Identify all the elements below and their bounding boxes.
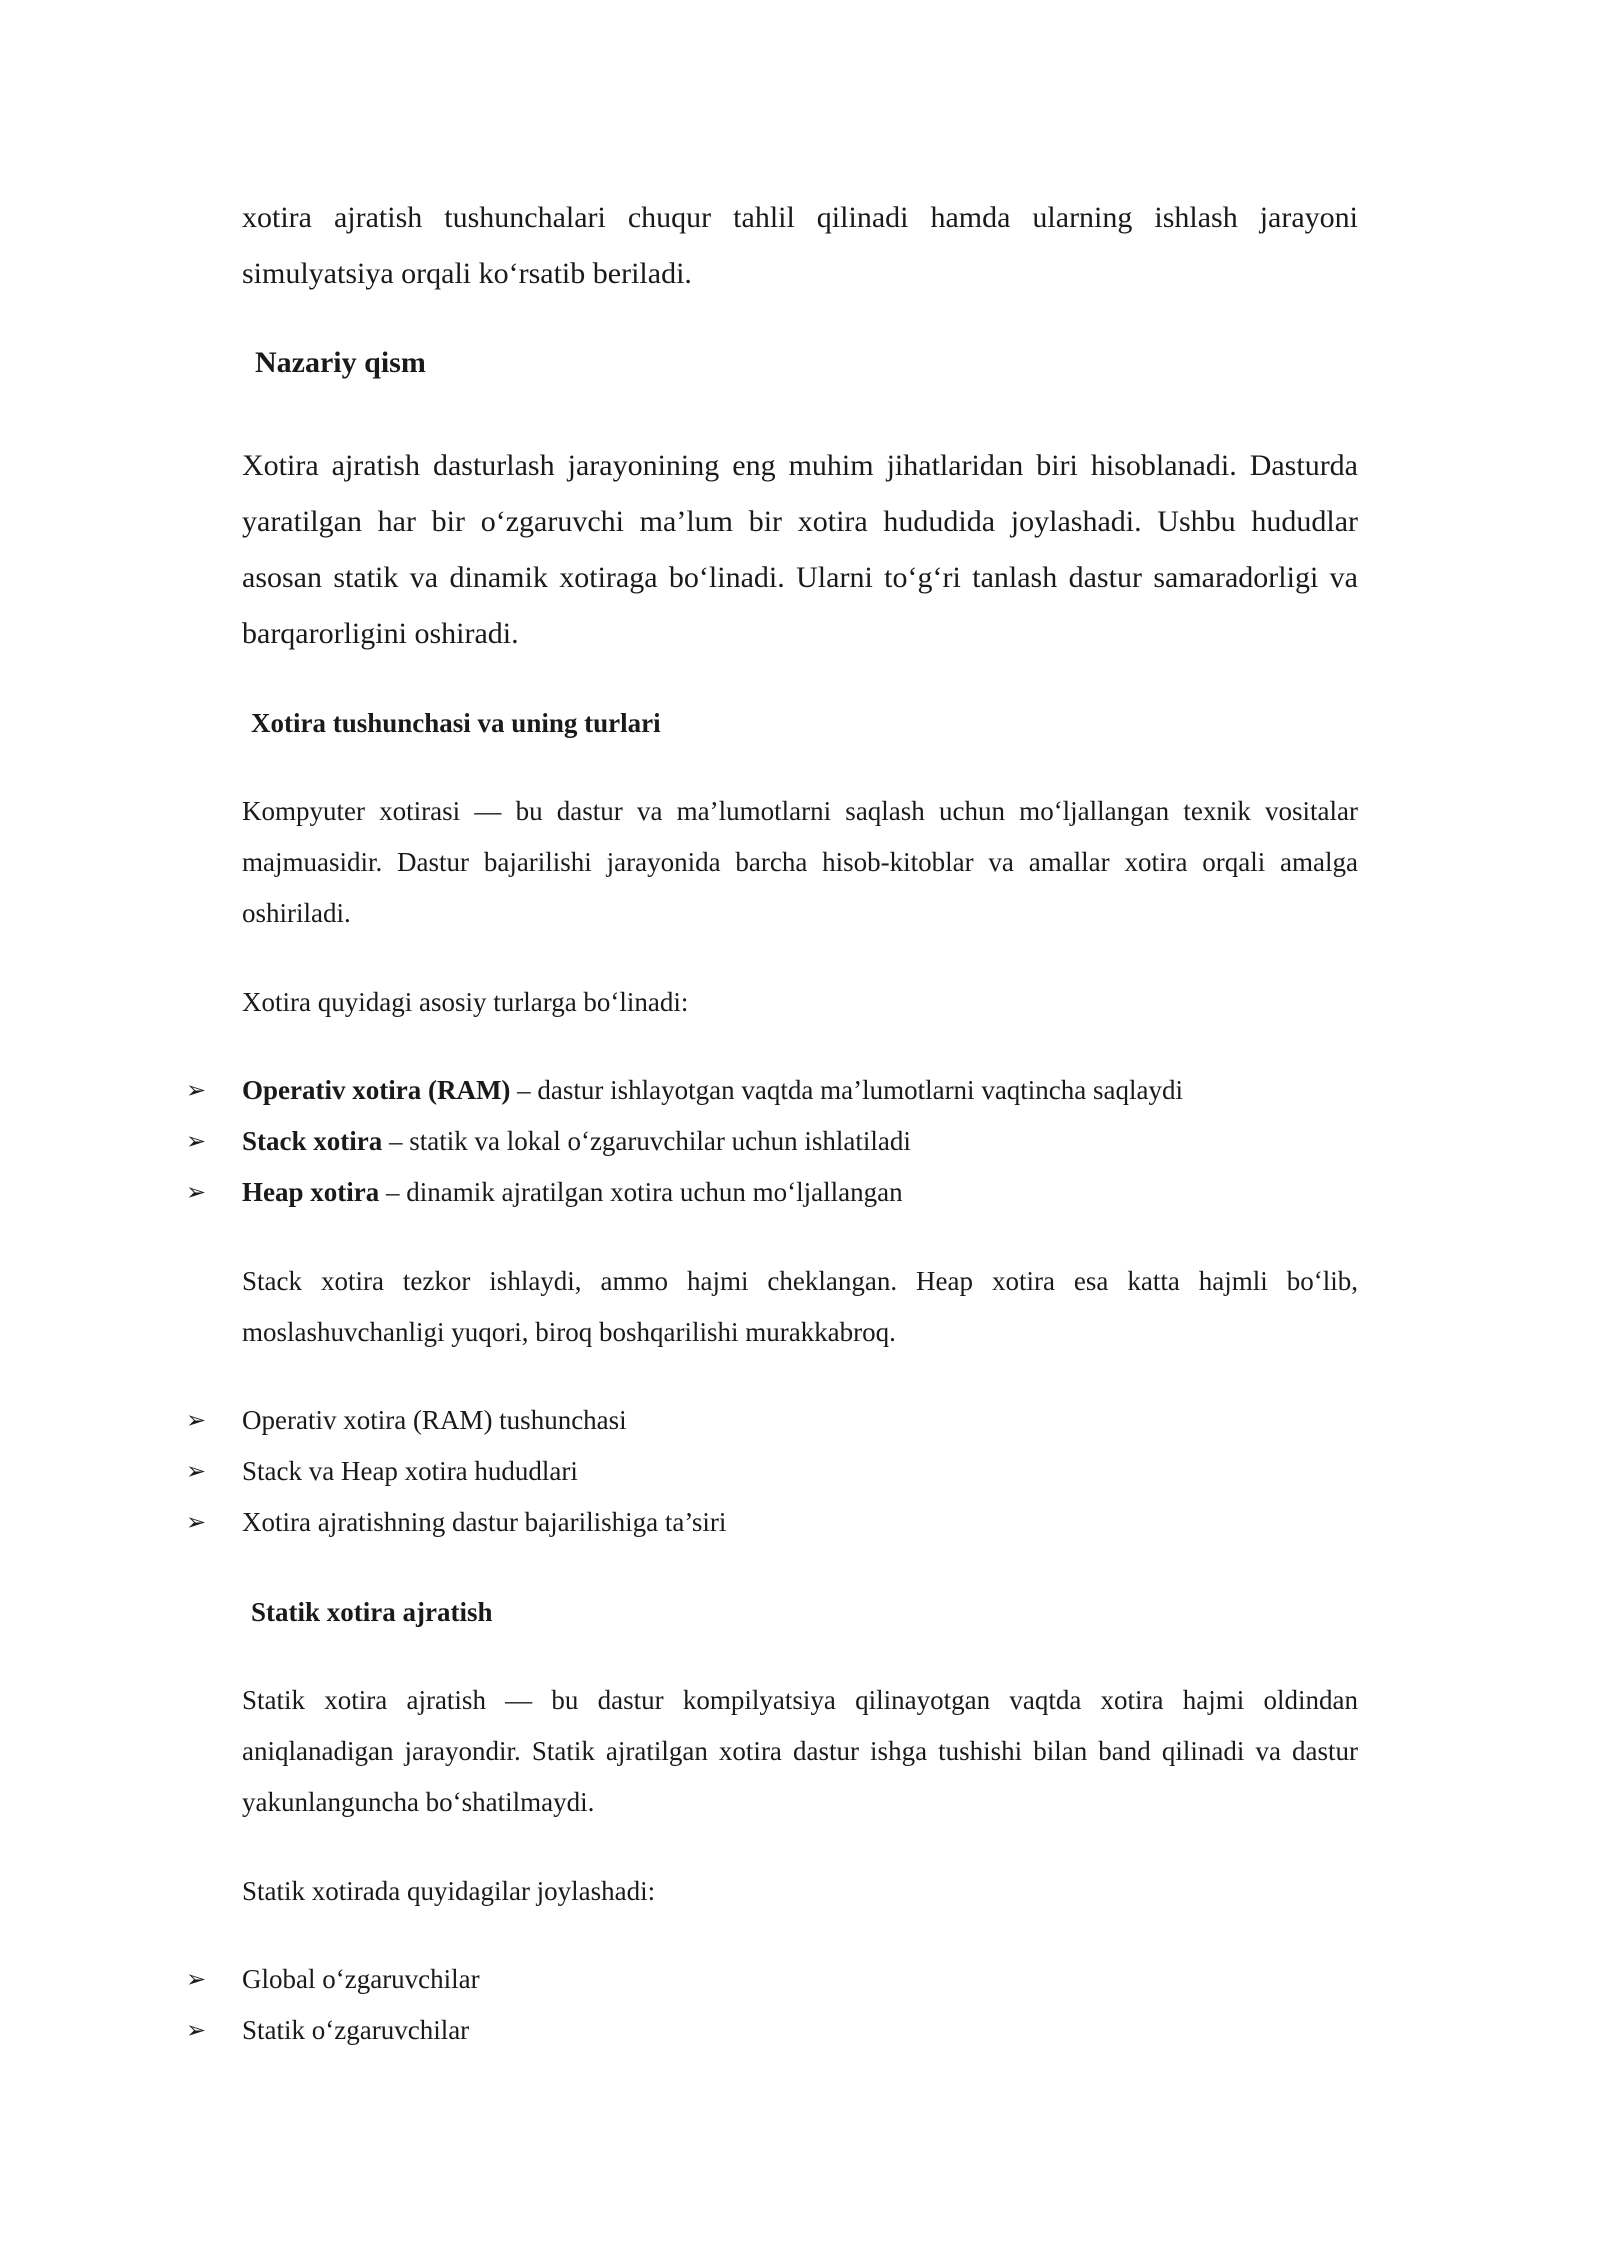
heading-nazariy-qism: Nazariy qism	[255, 346, 426, 379]
list-item-text: Operativ xotira (RAM) tushunchasi	[242, 1405, 627, 1435]
list-item-term: Operativ xotira (RAM)	[242, 1075, 511, 1105]
arrowhead-bullet-icon: ➢	[186, 1406, 207, 1434]
list-item-term: Stack xotira	[242, 1126, 383, 1156]
arrowhead-bullet-icon: ➢	[186, 1178, 207, 1206]
list-item	[0, 1497, 1400, 1548]
list-item	[0, 1395, 1400, 1446]
topics-list	[0, 1395, 1400, 1548]
static-memory-intro: Statik xotirada quyidagilar joylashadi:	[242, 1876, 656, 1906]
list-item	[0, 2005, 1400, 2056]
memory-definition-paragraph: Kompyuter xotirasi — bu dastur va ma’lumotlarni saqlash uchun mo‘ljallangan texnik vositalar majmuasidir. Dastur bajarilishi jarayonida barcha hisob-kitoblar va amallar xotira orqali amalga oshiriladi.	[242, 796, 1358, 928]
list-item	[0, 1446, 1400, 1497]
list-item-desc: – dastur ishlayotgan vaqtda ma’lumotlarni vaqtincha saqlaydi	[510, 1075, 1183, 1105]
arrowhead-bullet-icon: ➢	[186, 1457, 207, 1485]
arrowhead-bullet-icon: ➢	[186, 1508, 207, 1536]
memory-types-intro: Xotira quyidagi asosiy turlarga bo‘linadi:	[242, 987, 689, 1017]
list-item-text: Stack va Heap xotira hududlari	[242, 1456, 578, 1486]
memory-types-list	[0, 1065, 1400, 1218]
list-item-desc: – statik va lokal o‘zgaruvchilar uchun ishlatiladi	[382, 1126, 911, 1156]
static-items-list	[0, 1954, 1400, 2056]
heading-memory-types: Xotira tushunchasi va uning turlari	[251, 708, 661, 738]
static-allocation-paragraph: Statik xotira ajratish — bu dastur kompilyatsiya qilinayotgan vaqtda xotira hajmi oldindan aniqlanadigan jarayondir. Statik ajratilgan xotira dastur ishga tushishi bilan band qilinadi va dastur yakunlanguncha bo‘shatilmaydi.	[242, 1685, 1358, 1817]
arrowhead-bullet-icon: ➢	[186, 1076, 207, 1104]
arrowhead-bullet-icon: ➢	[186, 2016, 207, 2044]
list-item-term: Heap xotira	[242, 1177, 380, 1207]
heading-static-allocation: Statik xotira ajratish	[251, 1597, 493, 1627]
list-item	[0, 1116, 1400, 1167]
list-item-text: Xotira ajratishning dastur bajarilishiga ta’siri	[242, 1507, 727, 1537]
list-item	[0, 1167, 1400, 1218]
list-item-text: Statik o‘zgaruvchilar	[242, 2015, 470, 2045]
list-item	[0, 1065, 1400, 1116]
theory-paragraph: Xotira ajratish dasturlash jarayonining eng muhim jihatlaridan biri hisoblanadi. Dasturda yaratilgan har bir o‘zgaruvchi ma’lum bir xotira hududida joylashadi. Ushbu hududlar asosan statik va dinamik xotiraga bo‘linadi. Ularni to‘g‘ri tanlash dastur samaradorligi va barqarorligini oshiradi.	[242, 449, 1358, 650]
list-item	[0, 1954, 1400, 2005]
stack-heap-paragraph: Stack xotira tezkor ishlaydi, ammo hajmi cheklangan. Heap xotira esa katta hajmli bo‘lib, moslashuvchanligi yuqori, biroq boshqarilishi murakkabroq.	[242, 1266, 1358, 1347]
arrowhead-bullet-icon: ➢	[186, 1127, 207, 1155]
intro-paragraph: xotira ajratish tushunchalari chuqur tahlil qilinadi hamda ularning ishlash jarayoni simulyatsiya orqali ko‘rsatib beriladi.	[242, 201, 1358, 290]
arrowhead-bullet-icon: ➢	[186, 1965, 207, 1993]
list-item-desc: – dinamik ajratilgan xotira uchun mo‘ljallangan	[379, 1177, 903, 1207]
list-item-text: Global o‘zgaruvchilar	[242, 1964, 480, 1994]
